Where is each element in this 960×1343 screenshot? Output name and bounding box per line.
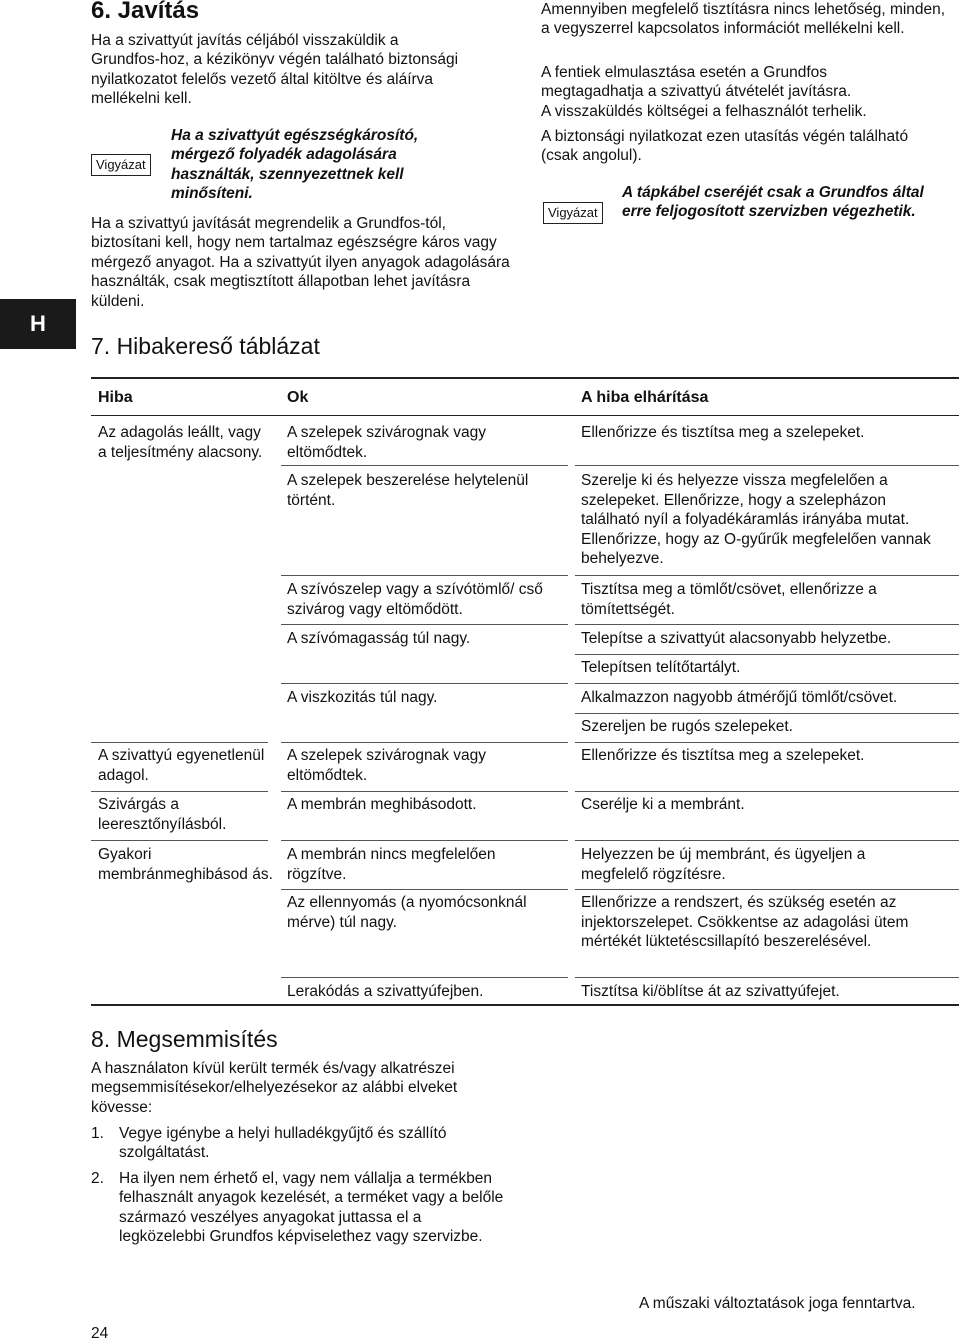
table-cell-fix: Ellenőrizze a rendszert, és szükség esetén az injektorszelepet. Csökkentse az adagolási ütem mértékét lüktetéscsillapító beszerelésével. xyxy=(581,894,909,951)
row-separator xyxy=(281,791,568,792)
section-6-intro: Ha a szivattyút javítás céljából visszaküldik a Grundfos-hoz, a kézikönyv végén található biztonsági nyilatkozatot felelős vezető által kitöltve és aláírva mellékelni kell. xyxy=(91,32,459,108)
col-header-hiba: Hiba xyxy=(98,389,133,406)
table-cell-fix: Ellenőrizze és tisztítsa meg a szelepeket. xyxy=(581,747,865,764)
table-cell-ok: Az ellennyomás (a nyomócsonknál mérve) túl nagy. xyxy=(287,894,527,931)
table-cell-ok: A membrán nincs megfelelően rögzítve. xyxy=(287,846,496,883)
section-7-title: 7. Hibakereső táblázat xyxy=(91,333,320,359)
list-item-text: Vegye igénybe a helyi hulladékgyűjtő és szállító szolgáltatást. xyxy=(119,1125,447,1162)
table-cell-hiba: Gyakori membránmeghibásod ás. xyxy=(98,846,273,883)
table-cell-hiba: Az adagolás leállt, vagy a teljesítmény alacsony. xyxy=(98,424,263,461)
row-separator xyxy=(281,840,568,841)
list-item xyxy=(91,1169,511,1247)
row-separator xyxy=(281,683,568,684)
row-separator xyxy=(575,624,959,625)
row-separator xyxy=(91,840,268,841)
list-item xyxy=(91,1124,511,1163)
table-cell-ok: A viszkozitás túl nagy. xyxy=(287,689,438,706)
list-item-number: 2. xyxy=(91,1169,104,1187)
row-separator xyxy=(575,977,959,978)
row-separator xyxy=(281,889,568,890)
right-paragraph-4: A biztonsági nyilatkozat ezen utasítás végén található (csak angolul). xyxy=(541,128,909,165)
row-separator xyxy=(281,575,568,576)
table-cell-ok: A szívószelep vagy a szívótömlő/ cső szivárog vagy eltömődött. xyxy=(287,581,543,618)
language-tab: H xyxy=(0,299,76,349)
row-separator xyxy=(575,713,959,714)
table-cell-ok: A szelepek szivárognak vagy eltömődtek. xyxy=(287,424,487,461)
row-separator xyxy=(575,889,959,890)
row-separator xyxy=(281,624,568,625)
table-cell-fix: Cserélje ki a membránt. xyxy=(581,796,745,813)
table-cell-fix: Helyezzen be új membránt, és ügyeljen a megfelelő rögzítésre. xyxy=(581,846,866,883)
row-separator xyxy=(575,791,959,792)
table-cell-fix: Tisztítsa ki/öblítse át az szivattyúfejet. xyxy=(581,983,840,1000)
col-header-ok: Ok xyxy=(287,389,309,406)
row-separator xyxy=(281,465,568,466)
row-separator xyxy=(575,654,959,655)
table-cell-fix: Telepítsen telítőtartályt. xyxy=(581,659,741,676)
disposal-list xyxy=(91,1124,511,1252)
row-separator xyxy=(281,977,568,978)
row-separator xyxy=(575,465,959,466)
col-header-fix: A hiba elhárítása xyxy=(581,389,709,406)
warning-label-2: Vigyázat xyxy=(543,202,603,224)
row-separator xyxy=(575,742,959,743)
table-cell-fix: Szereljen be rugós szelepeket. xyxy=(581,718,793,735)
table-cell-hiba: A szivattyú egyenetlenül adagol. xyxy=(98,747,265,784)
warning-label: Vigyázat xyxy=(91,154,151,176)
row-separator xyxy=(575,840,959,841)
table-cell-fix: Szerelje ki és helyezze vissza megfelelően a szelepeket. Ellenőrizze, hogy a szelepházon található nyíl a folyadékáramlás irányába mutat. Ellenőrizze, hogy az O-gyűrűk megfelelően vannak behelyezve. xyxy=(581,472,931,568)
table-cell-fix: Alkalmazzon nagyobb átmérőjű tömlőt/csövet. xyxy=(581,689,898,706)
row-separator xyxy=(91,742,268,743)
right-paragraph-3: A visszaküldés költségei a felhasználót terhelik. xyxy=(541,103,867,120)
table-cell-fix: Ellenőrizze és tisztítsa meg a szelepeket. xyxy=(581,424,865,441)
list-item-text: Ha ilyen nem érhető el, vagy nem vállalja a termékben felhasznált anyagok kezelését, a terméket vagy a belőle származó veszélyes anyagokat juttassa el a legközelebbi Grundfos képviselethez vagy szervizbe. xyxy=(119,1169,504,1246)
row-separator xyxy=(281,742,568,743)
list-item-number: 1. xyxy=(91,1125,104,1142)
section-8-intro: A használaton kívül került termék és/vagy alkatrészei megsemmisítésekor/elhelyezésekor az alábbi elveket kövesse: xyxy=(91,1060,458,1116)
right-paragraph-2: A fentiek elmulasztása esetén a Grundfos megtagadhatja a szivattyú átvételét javításra. xyxy=(541,64,852,101)
row-separator xyxy=(91,791,268,792)
table-bottom-rule xyxy=(91,1004,959,1006)
table-top-rule xyxy=(91,377,959,379)
table-cell-ok: A szívómagasság túl nagy. xyxy=(287,630,471,647)
row-separator xyxy=(575,575,959,576)
header-rule xyxy=(91,415,959,416)
table-cell-ok: Lerakódás a szivattyúfejben. xyxy=(287,983,484,1000)
section-8-title: 8. Megsemmisítés xyxy=(91,1026,278,1052)
table-cell-hiba: Szivárgás a leeresztőnyílásból. xyxy=(98,796,227,833)
table-cell-ok: A szelepek beszerelése helytelenül történt. xyxy=(287,472,529,509)
warning-text-2: A tápkábel cseréjét csak a Grundfos által erre feljogosított szervizben végezhetik. xyxy=(622,184,924,221)
section-6-paragraph: Ha a szivattyú javítását megrendelik a Grundfos-tól, biztosítani kell, hogy nem tartalmaz egészségre káros vagy mérgező anyagot. Ha a szivattyút ilyen anyagok adagolására használták, csak megtisztított állapotban lehet javításra küldeni. xyxy=(91,215,510,310)
table-cell-fix: Tisztítsa meg a tömlőt/csövet, ellenőrizze a tömítettségét. xyxy=(581,581,877,618)
footer-note: A műszaki változtatások joga fenntartva. xyxy=(639,1295,916,1312)
table-cell-ok: A szelepek szivárognak vagy eltömődtek. xyxy=(287,747,487,784)
right-paragraph-1: Amennyiben megfelelő tisztításra nincs lehetőség, minden, a vegyszerrel kapcsolatos információt mellékelni kell. xyxy=(541,1,946,38)
table-cell-ok: A membrán meghibásodott. xyxy=(287,796,477,813)
row-separator xyxy=(575,683,959,684)
section-6-title: 6. Javítás xyxy=(91,0,200,24)
table-cell-fix: Telepítse a szivattyút alacsonyabb helyzetbe. xyxy=(581,630,892,647)
warning-text: Ha a szivattyút egészségkárosító, mérgező folyadék adagolására használták, szennyezettnek kell minősíteni. xyxy=(171,127,419,203)
page-number: 24 xyxy=(91,1325,109,1342)
